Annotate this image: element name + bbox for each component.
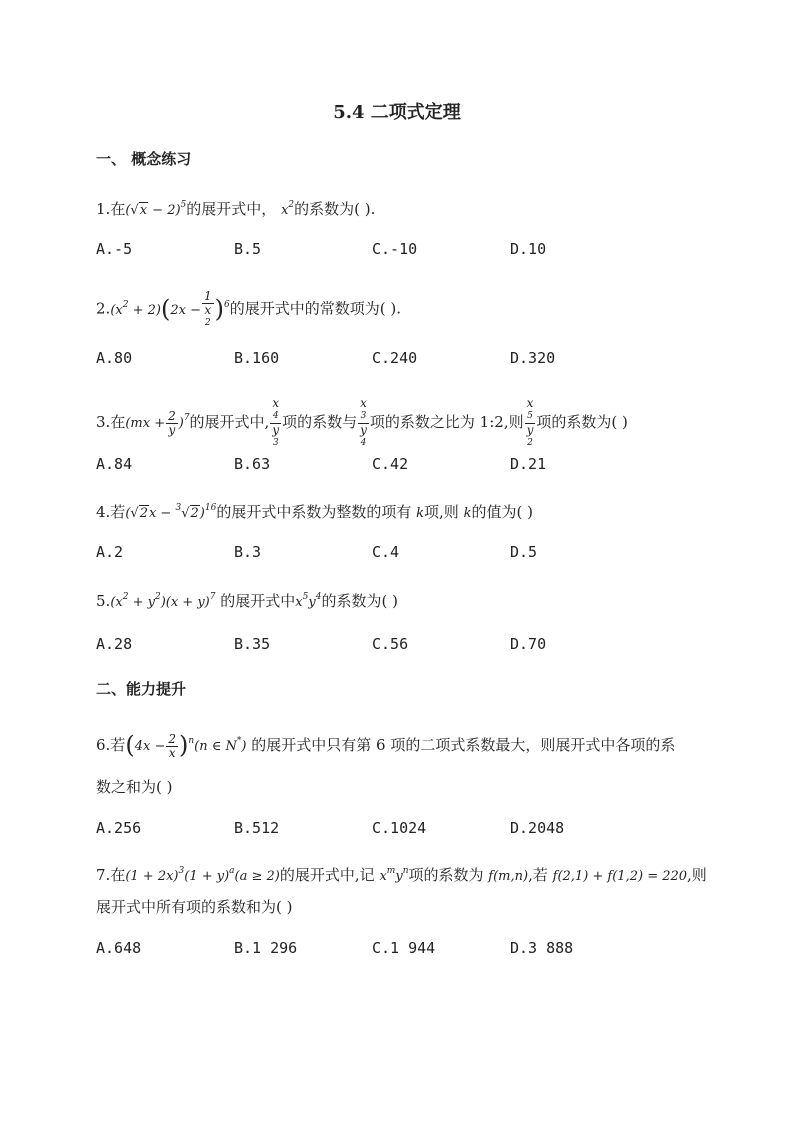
option-b[interactable]: B.512	[234, 819, 280, 837]
formula: $(√x - 2)^5$	[125, 200, 187, 218]
option-d[interactable]: D.3 888	[510, 939, 574, 957]
formula: x 3 y 4	[360, 396, 367, 448]
option-d[interactable]: D.21	[510, 455, 547, 473]
formula: $(x^2 + 2)(2x$ − 1 x 2 )$^6$	[110, 289, 230, 328]
option-c[interactable]: C.1 944	[372, 939, 436, 957]
option-c[interactable]: C.56	[372, 635, 409, 653]
option-d[interactable]: D.10	[510, 240, 547, 258]
option-a[interactable]: A.2	[96, 543, 124, 561]
option-b[interactable]: B.160	[234, 349, 280, 367]
question-number: 6.	[96, 736, 111, 754]
option-d[interactable]: D.70	[510, 635, 547, 653]
question-7: 7.在$(1 + 2x)^3(1 + y)^a(a \ge 2)$的展开式中,记 $x^my^n$项的系数为 f(m,n),若 f(2,1) + f(1,2) = 220,则	[96, 866, 707, 884]
option-b[interactable]: B.1 296	[234, 939, 298, 957]
option-a[interactable]: A.84	[96, 455, 133, 473]
question-number: 3.	[96, 413, 111, 431]
formula: x 5 y 2	[526, 396, 534, 448]
question-5: $5.(x^2 + y^2)(x + y)^7$ 的展开式中$x^5y^4$的系数为( )	[96, 592, 398, 610]
option-d[interactable]: D.2048	[510, 819, 565, 837]
option-a[interactable]: A.648	[96, 939, 142, 957]
option-c[interactable]: C.240	[372, 349, 418, 367]
question-number: 4.	[96, 503, 111, 521]
formula: x 4 y 3	[272, 396, 280, 448]
option-c[interactable]: C.42	[372, 455, 409, 473]
formula: $(1 + 2x)^3(1 + y)^a(a \ge 2)$	[125, 866, 280, 884]
section-heading-concepts: 一、 概念练习	[96, 150, 192, 168]
question-6: 6.若(4x − $\frac{2}{x}$ )$^n$(n ∈ N*) 的展开式中只有第 6 项的二项式系数最大，则展开式中各项的系	[96, 731, 676, 760]
question-1: 1.在$(√x - 2)^5$的展开式中， $x^2$的系数为( ).	[96, 200, 376, 218]
question-number: 1.	[96, 200, 111, 218]
formula: $x^5y^4$	[295, 592, 322, 610]
option-a[interactable]: A.256	[96, 819, 142, 837]
question-2: $2.(x^2 + 2)(2x$ − 1 x 2 )$^6$的展开式中的常数项为( ).	[96, 289, 401, 328]
question-number: 5.	[96, 592, 111, 610]
option-a[interactable]: A.-5	[96, 240, 133, 258]
formula: (4x − $\frac{2}{x}$ )$^n$(n ∈ N*)	[125, 731, 247, 760]
page-title: 5.4 二项式定理	[333, 102, 461, 123]
question-number: 2.	[96, 299, 111, 318]
question-7-continuation: 展开式中所有项的系数和为( )	[96, 898, 293, 916]
formula: (mx + $\frac{2}{y}$ )$^7$	[125, 409, 190, 437]
option-c[interactable]: C.4	[372, 543, 400, 561]
formula: f(m,n)	[488, 869, 529, 884]
question-6-continuation: 数之和为( )	[96, 778, 173, 796]
formula: $(x^2 + y^2)(x + y)^7$	[110, 592, 216, 610]
option-b[interactable]: B.35	[234, 635, 271, 653]
formula: f(2,1) + f(1,2) = 220	[552, 869, 688, 884]
option-c[interactable]: C.-10	[372, 240, 418, 258]
option-a[interactable]: A.80	[96, 349, 133, 367]
option-d[interactable]: D.320	[510, 349, 556, 367]
section-heading-advanced: 二、能力提升	[96, 680, 187, 698]
option-b[interactable]: B.63	[234, 455, 271, 473]
option-a[interactable]: A.28	[96, 635, 133, 653]
formula: $x^2$	[281, 200, 295, 218]
option-b[interactable]: B.5	[234, 240, 262, 258]
option-c[interactable]: C.1024	[372, 819, 427, 837]
option-b[interactable]: B.3	[234, 543, 262, 561]
question-number: 7.	[96, 866, 111, 884]
formula: $x^my^n$	[379, 866, 409, 884]
option-d[interactable]: D.5	[510, 543, 538, 561]
question-3: 3.在(mx + $\frac{2}{y}$ )$^7$的展开式中, x 4 y 3 项的系数与 x 3 y 4 项的系数之比为 1:2,则 x 5 y 2 项的系数为( )	[96, 396, 628, 448]
question-4: 4.若$(√2x - ^3√2)^{16}$的展开式中系数为整数的项有 k项,则 k的值为( )	[96, 503, 533, 521]
formula: $(√2x - ^3√2)^{16}$	[125, 503, 217, 521]
